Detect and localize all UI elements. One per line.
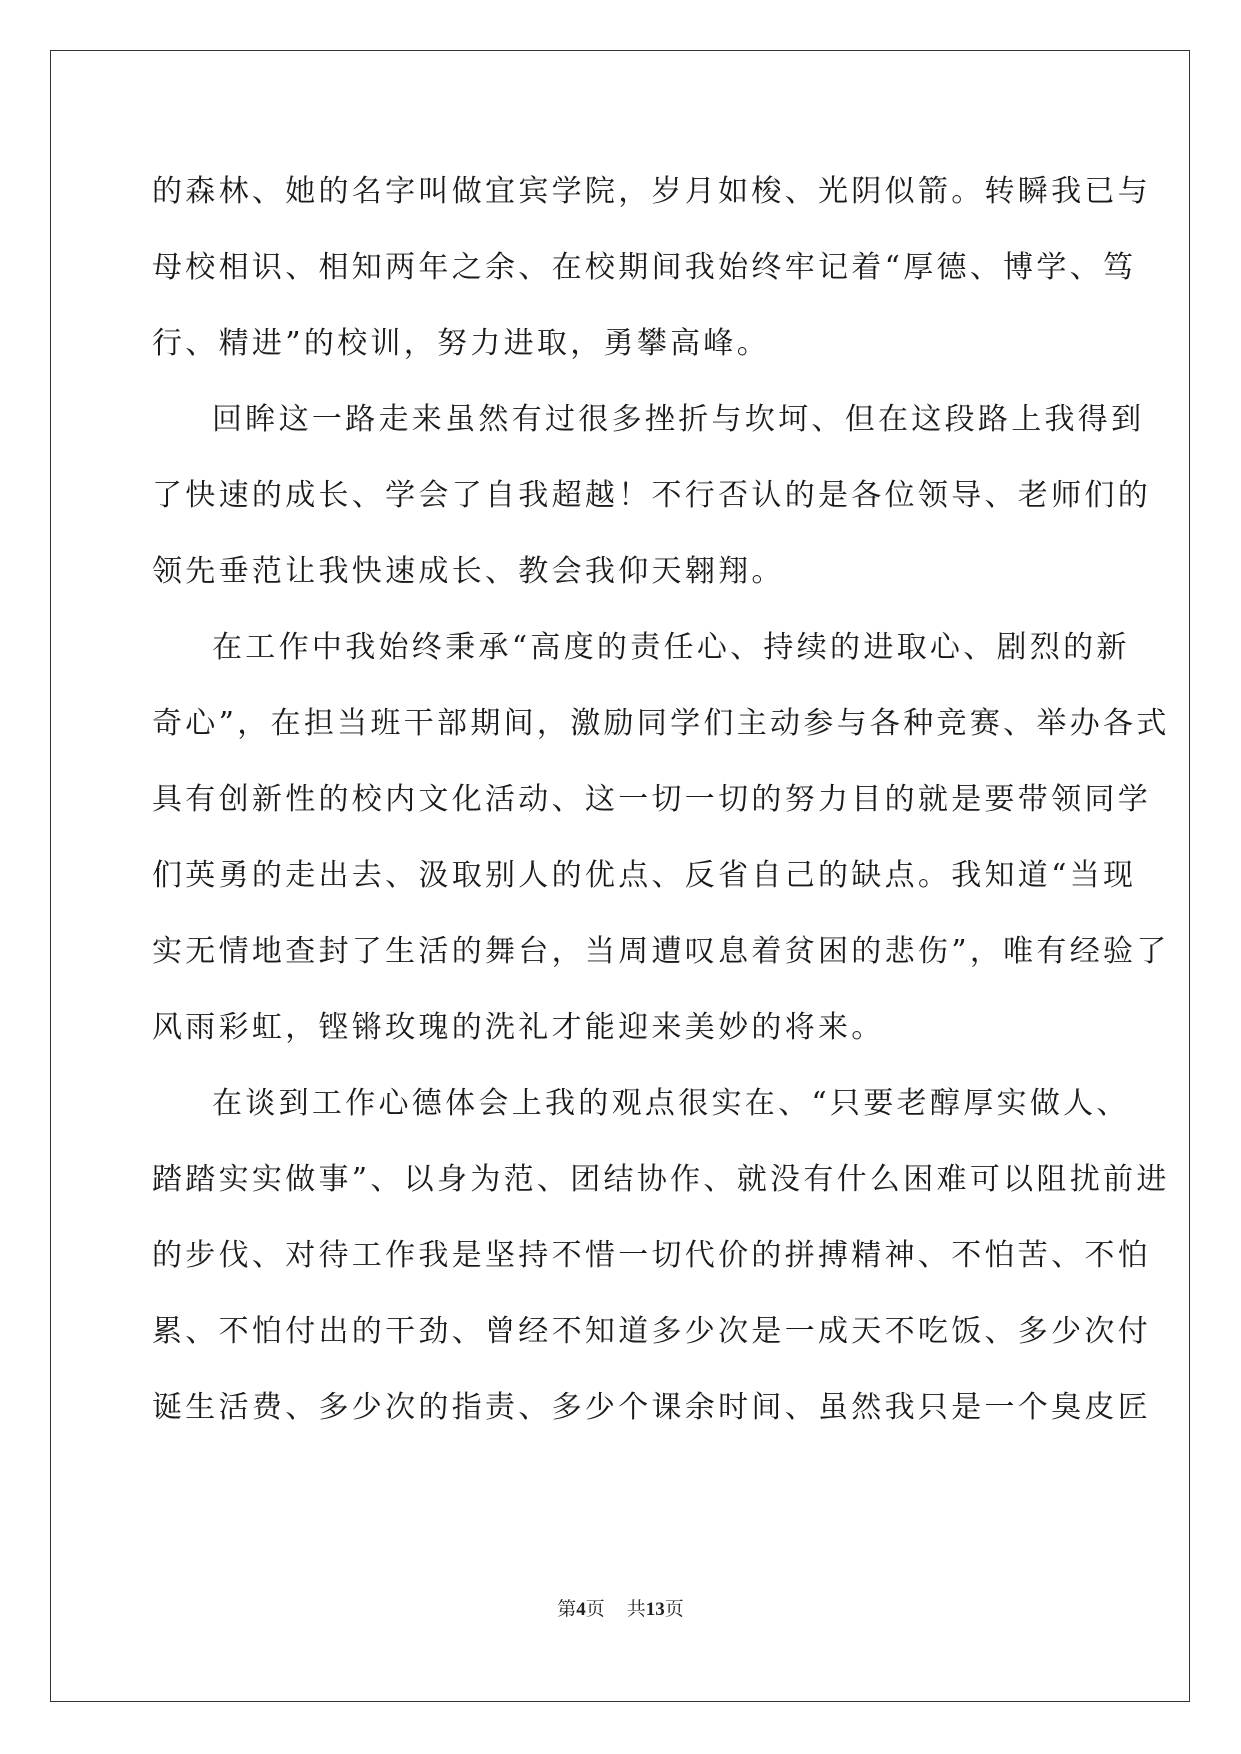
footer-prefix: 第 — [557, 1599, 577, 1620]
footer-total-prefix: 共 — [626, 1599, 646, 1620]
text-line: 风雨彩虹，铿锵玫瑰的洗礼才能迎来美妙的将来。 — [152, 1010, 885, 1045]
text-line: 的森林、她的名字叫做宜宾学院，岁月如梭、光阴似箭。转瞬我已与 — [152, 174, 1151, 209]
text-line: 领先垂范让我快速成长、教会我仰天翱翔。 — [152, 554, 785, 589]
text-line: 们英勇的走出去、汲取别人的优点、反省自己的缺点。我知道“当现 — [152, 858, 1137, 893]
text-line: 的步伐、对待工作我是坚持不惜一切代价的拼搏精神、不怕苦、不怕 — [152, 1238, 1151, 1273]
text-line: 累、不怕付出的干劲、曾经不知道多少次是一成天不吃饭、多少次付 — [152, 1314, 1151, 1349]
text-line: 奇心”，在担当班干部期间，激励同学们主动参与各种竞赛、举办各式 — [152, 706, 1170, 741]
paragraph-first-line: 回眸这一路走来虽然有过很多挫折与坎坷、但在这段路上我得到 — [212, 402, 1145, 437]
paragraph-first-line: 在谈到工作心德体会上我的观点很实在、“只要老醇厚实做人、 — [212, 1086, 1130, 1121]
page-footer — [0, 1594, 1241, 1621]
text-line: 踏踏实实做事”、以身为范、团结协作、就没有什么困难可以阻扰前进 — [152, 1162, 1170, 1197]
footer-page-suffix: 页 — [585, 1599, 605, 1620]
text-line: 实无情地查封了生活的舞台，当周遭叹息着贫困的悲伤”，唯有经验了 — [152, 934, 1170, 969]
footer-total-suffix: 页 — [664, 1599, 684, 1620]
text-line: 了快速的成长、学会了自我超越！不行否认的是各位领导、老师们的 — [152, 478, 1151, 513]
current-page-number: 4 — [576, 1599, 586, 1620]
text-line: 行、精进”的校训，努力进取，勇攀高峰。 — [152, 326, 771, 361]
total-pages-number: 13 — [645, 1599, 665, 1620]
paragraph-first-line: 在工作中我始终秉承“高度的责任心、持续的进取心、剧烈的新 — [212, 630, 1130, 665]
text-line: 母校相识、相知两年之余、在校期间我始终牢记着“厚德、博学、笃 — [152, 250, 1137, 285]
text-line: 具有创新性的校内文化活动、这一切一切的努力目的就是要带领同学 — [152, 782, 1151, 817]
text-line: 诞生活费、多少次的指责、多少个课余时间、虽然我只是一个臭皮匠 — [152, 1390, 1151, 1425]
